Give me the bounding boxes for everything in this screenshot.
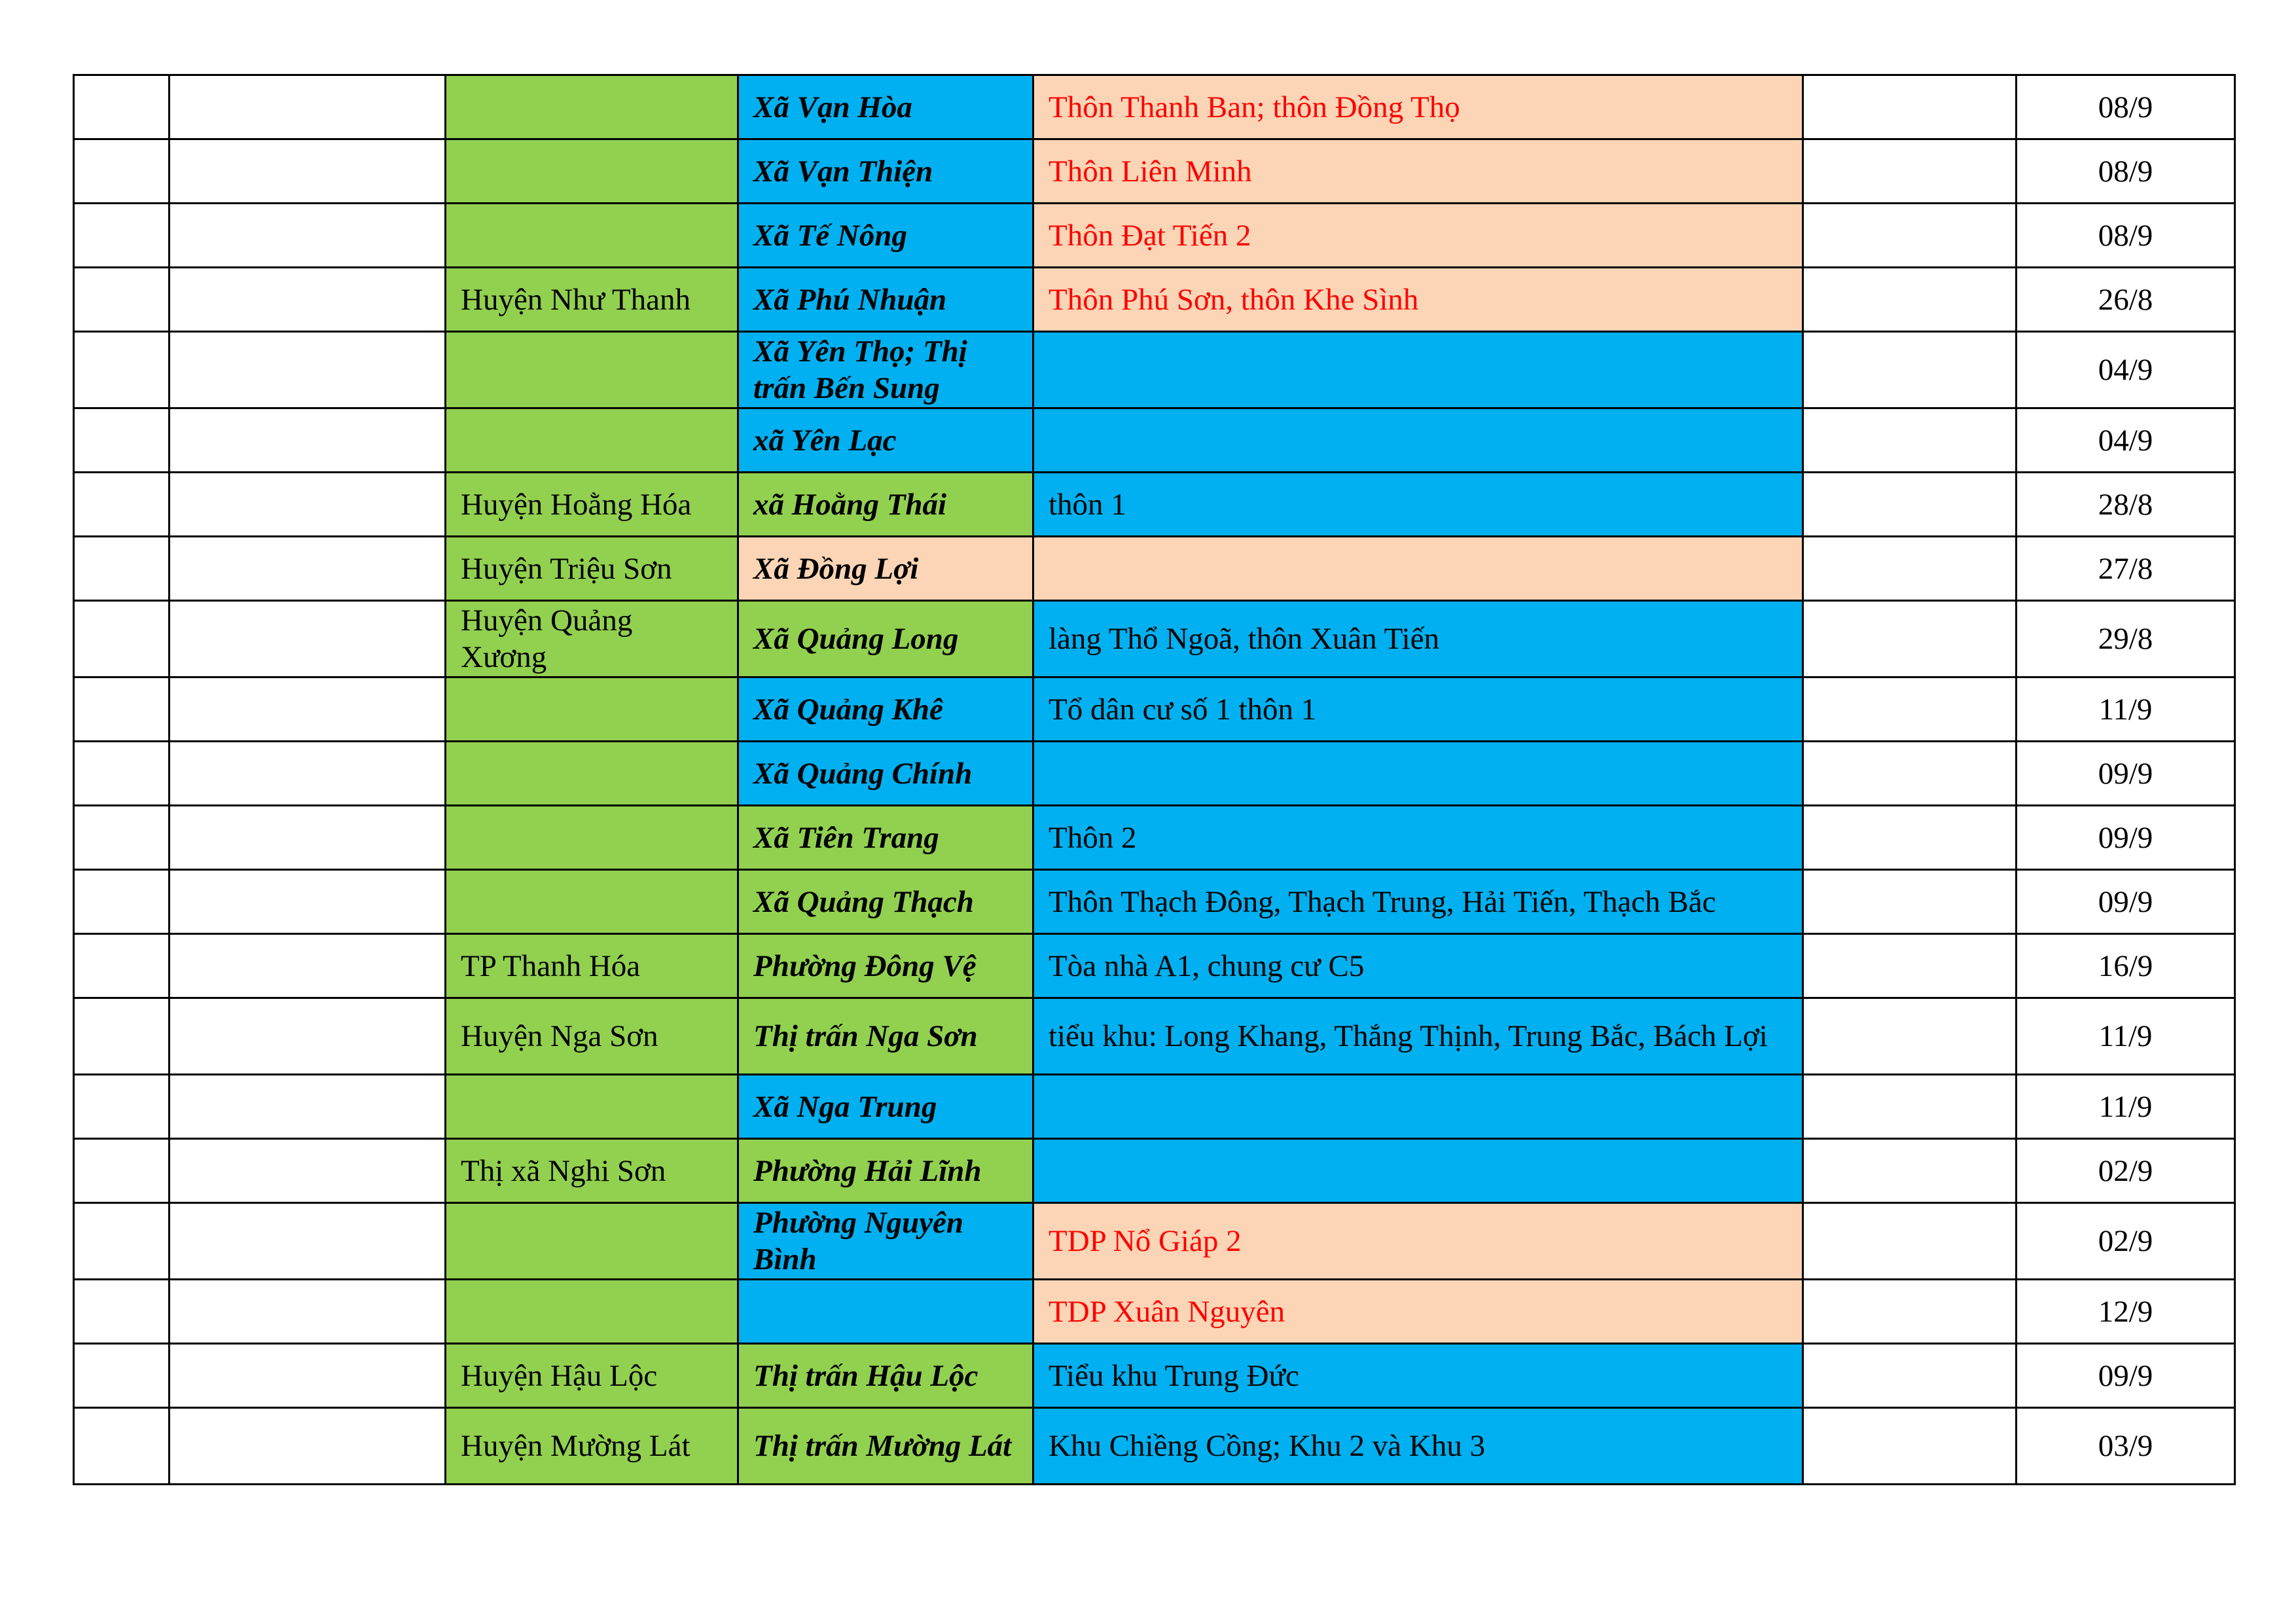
district-cell <box>446 1075 738 1139</box>
index-cell <box>74 537 170 601</box>
commune-cell: Xã Quảng Long <box>738 601 1033 677</box>
date-cell: 11/9 <box>2017 998 2235 1075</box>
index-cell <box>74 601 170 677</box>
table-row <box>74 139 2235 204</box>
date-cell: 04/9 <box>2017 408 2235 473</box>
note-cell <box>1803 1280 2017 1344</box>
locale-cell: Thôn Liên Minh <box>1033 139 1803 204</box>
province-cell <box>170 1344 446 1408</box>
date-cell: 02/9 <box>2017 1139 2235 1203</box>
province-cell <box>170 204 446 268</box>
locale-cell: tiểu khu: Long Khang, Thắng Thịnh, Trung Bắc, Bách Lợi <box>1033 998 1803 1075</box>
district-cell: Huyện Hoằng Hóa <box>446 473 738 537</box>
index-cell <box>74 742 170 806</box>
province-cell <box>170 1280 446 1344</box>
date-cell: 28/8 <box>2017 473 2235 537</box>
commune-cell <box>738 1280 1033 1344</box>
district-cell <box>446 677 738 742</box>
note-cell <box>1803 1075 2017 1139</box>
district-cell: Huyện Quảng Xương <box>446 601 738 677</box>
index-cell <box>74 408 170 473</box>
district-cell: Thị xã Nghi Sơn <box>446 1139 738 1203</box>
index-cell <box>74 332 170 408</box>
province-cell <box>170 677 446 742</box>
note-cell <box>1803 537 2017 601</box>
district-cell <box>446 1280 738 1344</box>
date-cell: 16/9 <box>2017 934 2235 998</box>
table-row <box>74 1139 2235 1203</box>
commune-cell: Phường Nguyên Bình <box>738 1203 1033 1280</box>
table-row <box>74 870 2235 934</box>
note-cell <box>1803 332 2017 408</box>
commune-cell: Phường Đông Vệ <box>738 934 1033 998</box>
province-cell <box>170 408 446 473</box>
table-row <box>74 1280 2235 1344</box>
locale-cell: Thôn Phú Sơn, thôn Khe Sình <box>1033 268 1803 332</box>
table-row <box>74 408 2235 473</box>
locale-cell: Tổ dân cư số 1 thôn 1 <box>1033 677 1803 742</box>
date-cell: 11/9 <box>2017 1075 2235 1139</box>
date-cell: 26/8 <box>2017 268 2235 332</box>
province-cell <box>170 473 446 537</box>
district-cell <box>446 139 738 204</box>
province-cell <box>170 1408 446 1485</box>
commune-cell: Xã Yên Thọ; Thị trấn Bến Sung <box>738 332 1033 408</box>
note-cell <box>1803 1344 2017 1408</box>
commune-cell: Thị trấn Hậu Lộc <box>738 1344 1033 1408</box>
district-cell: Huyện Như Thanh <box>446 268 738 332</box>
table-row <box>74 998 2235 1075</box>
date-cell: 08/9 <box>2017 75 2235 139</box>
date-cell: 11/9 <box>2017 677 2235 742</box>
index-cell <box>74 677 170 742</box>
commune-cell: Xã Quảng Khê <box>738 677 1033 742</box>
table-row <box>74 1344 2235 1408</box>
index-cell <box>74 1139 170 1203</box>
commune-cell: Xã Vạn Thiện <box>738 139 1033 204</box>
commune-cell: Thị trấn Nga Sơn <box>738 998 1033 1075</box>
locale-cell: thôn 1 <box>1033 473 1803 537</box>
outbreak-locations-table <box>73 74 2236 1485</box>
commune-cell: Xã Quảng Thạch <box>738 870 1033 934</box>
date-cell: 27/8 <box>2017 537 2235 601</box>
table-row <box>74 742 2235 806</box>
index-cell <box>74 1075 170 1139</box>
date-cell: 03/9 <box>2017 1408 2235 1485</box>
table-row <box>74 934 2235 998</box>
province-cell <box>170 1075 446 1139</box>
commune-cell: Xã Vạn Hòa <box>738 75 1033 139</box>
commune-cell: Thị trấn Mường Lát <box>738 1408 1033 1485</box>
locale-cell: TDP Xuân Nguyên <box>1033 1280 1803 1344</box>
locale-cell: Tiểu khu Trung Đức <box>1033 1344 1803 1408</box>
index-cell <box>74 75 170 139</box>
note-cell <box>1803 677 2017 742</box>
district-cell <box>446 870 738 934</box>
date-cell: 09/9 <box>2017 1344 2235 1408</box>
district-cell: Huyện Nga Sơn <box>446 998 738 1075</box>
index-cell <box>74 1344 170 1408</box>
table-row <box>74 601 2235 677</box>
date-cell: 04/9 <box>2017 332 2235 408</box>
date-cell: 08/9 <box>2017 139 2235 204</box>
note-cell <box>1803 268 2017 332</box>
locale-cell <box>1033 1139 1803 1203</box>
province-cell <box>170 537 446 601</box>
district-cell <box>446 742 738 806</box>
province-cell <box>170 934 446 998</box>
district-cell: Huyện Hậu Lộc <box>446 1344 738 1408</box>
province-cell <box>170 601 446 677</box>
locale-cell: Thôn Thanh Ban; thôn Đồng Thọ <box>1033 75 1803 139</box>
date-cell: 02/9 <box>2017 1203 2235 1280</box>
commune-cell: Xã Nga Trung <box>738 1075 1033 1139</box>
locale-cell <box>1033 742 1803 806</box>
date-cell: 09/9 <box>2017 870 2235 934</box>
locale-cell: Tòa nhà A1, chung cư C5 <box>1033 934 1803 998</box>
date-cell: 09/9 <box>2017 742 2235 806</box>
table-row <box>74 75 2235 139</box>
index-cell <box>74 1408 170 1485</box>
province-cell <box>170 332 446 408</box>
commune-cell: Xã Đồng Lợi <box>738 537 1033 601</box>
index-cell <box>74 204 170 268</box>
table-row <box>74 677 2235 742</box>
locale-cell: Khu Chiềng Cồng; Khu 2 và Khu 3 <box>1033 1408 1803 1485</box>
district-cell: Huyện Mường Lát <box>446 1408 738 1485</box>
date-cell: 29/8 <box>2017 601 2235 677</box>
province-cell <box>170 1139 446 1203</box>
locale-cell: Thôn Thạch Đông, Thạch Trung, Hải Tiến, Thạch Bắc <box>1033 870 1803 934</box>
note-cell <box>1803 1203 2017 1280</box>
commune-cell: Xã Phú Nhuận <box>738 268 1033 332</box>
commune-cell: xã Yên Lạc <box>738 408 1033 473</box>
table-row <box>74 204 2235 268</box>
commune-cell: xã Hoằng Thái <box>738 473 1033 537</box>
table-row <box>74 537 2235 601</box>
index-cell <box>74 268 170 332</box>
province-cell <box>170 806 446 870</box>
note-cell <box>1803 998 2017 1075</box>
date-cell: 09/9 <box>2017 806 2235 870</box>
district-cell <box>446 75 738 139</box>
province-cell <box>170 870 446 934</box>
note-cell <box>1803 934 2017 998</box>
province-cell <box>170 1203 446 1280</box>
table-row <box>74 473 2235 537</box>
district-cell <box>446 806 738 870</box>
note-cell <box>1803 473 2017 537</box>
note-cell <box>1803 806 2017 870</box>
note-cell <box>1803 742 2017 806</box>
table-row <box>74 1203 2235 1280</box>
index-cell <box>74 473 170 537</box>
index-cell <box>74 998 170 1075</box>
province-cell <box>170 742 446 806</box>
district-cell: Huyện Triệu Sơn <box>446 537 738 601</box>
district-cell <box>446 1203 738 1280</box>
commune-cell: Xã Tế Nông <box>738 204 1033 268</box>
date-cell: 08/9 <box>2017 204 2235 268</box>
index-cell <box>74 870 170 934</box>
date-cell: 12/9 <box>2017 1280 2235 1344</box>
locale-cell: TDP Nổ Giáp 2 <box>1033 1203 1803 1280</box>
province-cell <box>170 75 446 139</box>
index-cell <box>74 139 170 204</box>
index-cell <box>74 1203 170 1280</box>
district-cell <box>446 332 738 408</box>
note-cell <box>1803 204 2017 268</box>
province-cell <box>170 139 446 204</box>
commune-cell: Xã Quảng Chính <box>738 742 1033 806</box>
province-cell <box>170 998 446 1075</box>
index-cell <box>74 1280 170 1344</box>
district-cell <box>446 408 738 473</box>
table-row <box>74 806 2235 870</box>
index-cell <box>74 806 170 870</box>
table-row <box>74 1408 2235 1485</box>
table-row <box>74 268 2235 332</box>
locale-cell: Thôn Đạt Tiến 2 <box>1033 204 1803 268</box>
district-cell <box>446 204 738 268</box>
table-row <box>74 1075 2235 1139</box>
commune-cell: Phường Hải Lĩnh <box>738 1139 1033 1203</box>
note-cell <box>1803 1408 2017 1485</box>
district-cell: TP Thanh Hóa <box>446 934 738 998</box>
note-cell <box>1803 870 2017 934</box>
index-cell <box>74 934 170 998</box>
locale-cell: Thôn 2 <box>1033 806 1803 870</box>
note-cell <box>1803 601 2017 677</box>
table-row <box>74 332 2235 408</box>
commune-cell: Xã Tiên Trang <box>738 806 1033 870</box>
note-cell <box>1803 408 2017 473</box>
province-cell <box>170 268 446 332</box>
note-cell <box>1803 1139 2017 1203</box>
locale-cell <box>1033 537 1803 601</box>
note-cell <box>1803 75 2017 139</box>
locale-cell <box>1033 1075 1803 1139</box>
note-cell <box>1803 139 2017 204</box>
locale-cell: làng Thổ Ngoã, thôn Xuân Tiến <box>1033 601 1803 677</box>
locale-cell <box>1033 332 1803 408</box>
locale-cell <box>1033 408 1803 473</box>
